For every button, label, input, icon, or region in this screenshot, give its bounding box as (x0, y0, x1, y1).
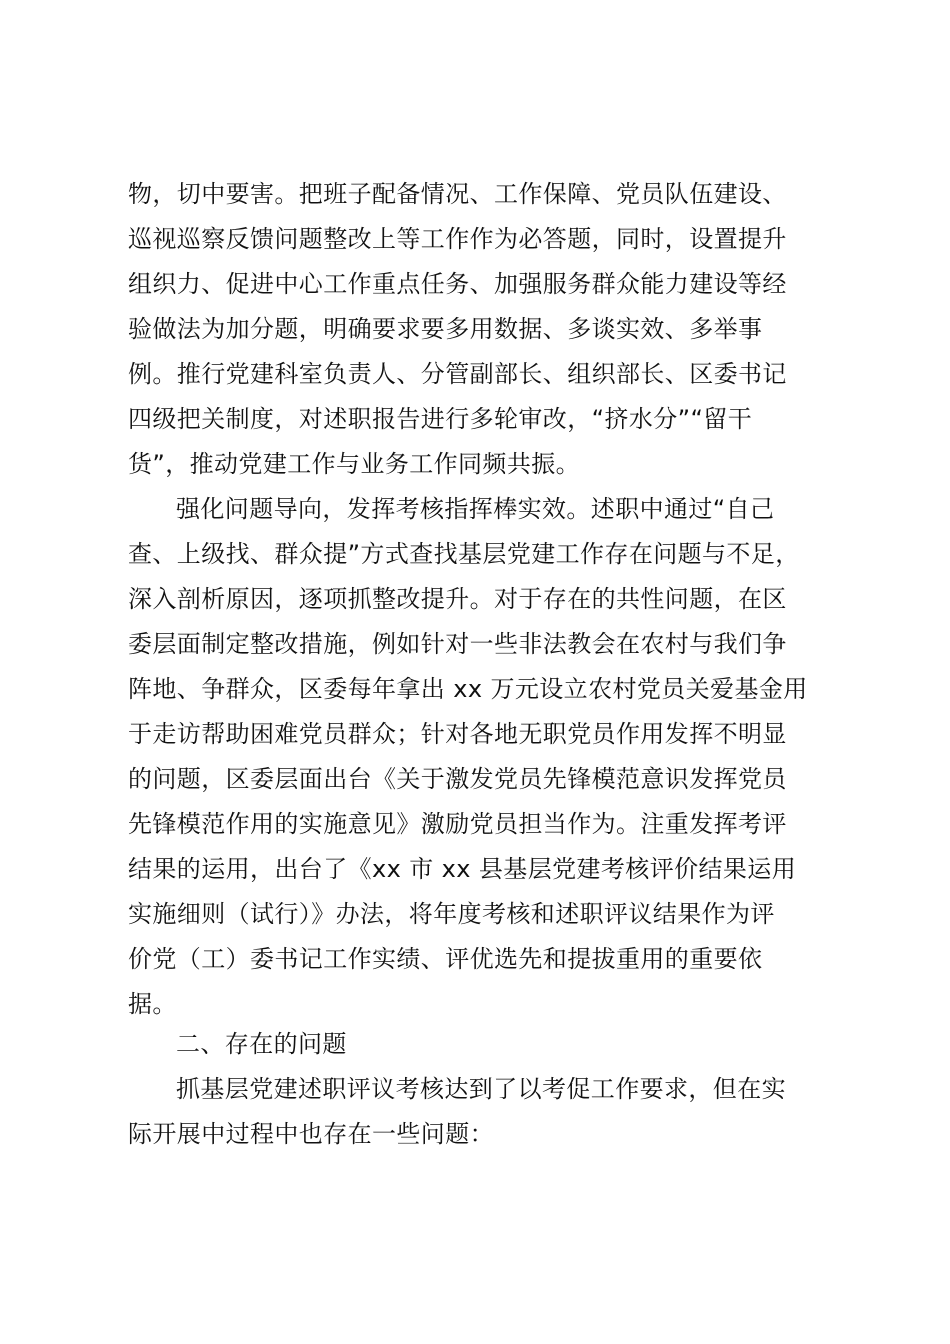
section-heading: 二、存在的问题 (176, 1030, 347, 1058)
text-line: 际开展中过程中也存在一些问题： (128, 1120, 494, 1148)
paragraph-first-line: 强化问题导向，发挥考核指挥棒实效。述职中通过“自己 (176, 495, 775, 523)
text-line: 委层面制定整改措施，例如针对一些非法教会在农村与我们争 (128, 630, 787, 658)
text-line: 查、上级找、群众提”方式查找基层党建工作存在问题与不足， (128, 540, 800, 568)
text-line: 的问题，区委层面出台《关于激发党员先锋模范意识发挥党员 (128, 765, 787, 793)
text-line: 验做法为加分题，明确要求要多用数据、多谈实效、多举事 (128, 315, 763, 343)
text-line: 先锋模范作用的实施意见》激励党员担当作为。注重发挥考评 (128, 810, 787, 838)
text-line: 阵地、争群众，区委每年拿出 xx 万元设立农村党员关爱基金用 (128, 675, 808, 703)
text-line: 价党（工）委书记工作实绩、评优选先和提拔重用的重要依 (128, 945, 763, 973)
text-line: 四级把关制度，对述职报告进行多轮审改，“挤水分”“留干 (128, 405, 753, 433)
text-line: 货”，推动党建工作与业务工作同频共振。 (128, 450, 581, 478)
text-line: 组织力、促进中心工作重点任务、加强服务群众能力建设等经 (128, 270, 787, 298)
paragraph-first-line: 抓基层党建述职评议考核达到了以考促工作要求，但在实 (176, 1075, 786, 1103)
text-line: 于走访帮助困难党员群众；针对各地无职党员作用发挥不明显 (128, 720, 787, 748)
text-line: 深入剖析原因，逐项抓整改提升。对于存在的共性问题，在区 (128, 585, 787, 613)
text-line: 例。推行党建科室负责人、分管副部长、组织部长、区委书记 (128, 360, 787, 388)
text-line: 巡视巡察反馈问题整改上等工作作为必答题，同时，设置提升 (128, 225, 787, 253)
text-line: 结果的运用，出台了《xx 市 xx 县基层党建考核评价结果运用 (128, 855, 797, 883)
text-line: 据。 (128, 990, 177, 1018)
text-line: 实施细则（试行）》办法，将年度考核和述职评议结果作为评 (128, 900, 775, 928)
text-line: 物，切中要害。把班子配备情况、工作保障、党员队伍建设、 (128, 180, 787, 208)
